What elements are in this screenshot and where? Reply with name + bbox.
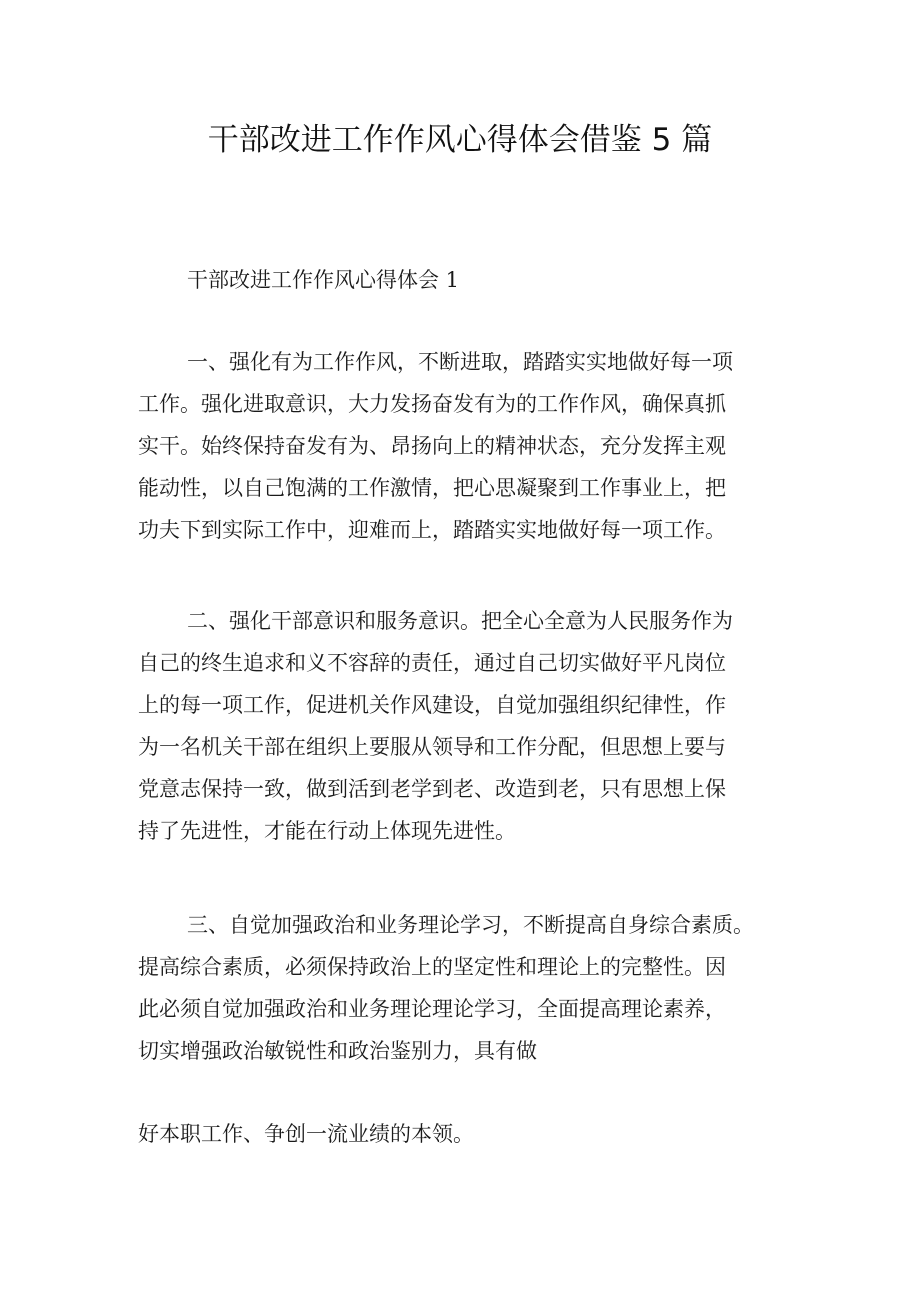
document-title: 干部改进工作作风心得体会借鉴 5 篇: [207, 122, 713, 158]
section-heading: 干部改进工作作风心得体会 1: [187, 268, 460, 292]
paragraph-line: 切实增强政治敏锐性和政治鉴别力，具有做: [138, 1039, 537, 1063]
paragraph-3: [138, 904, 798, 1072]
paragraph-line: 一、强化有为工作作风，不断进取，踏踏实实地做好每一项: [187, 350, 733, 374]
paragraph-line: 实干。始终保持奋发有为、昂扬向上的精神状态，充分发挥主观: [138, 434, 726, 458]
paragraph-line: 自己的终生追求和义不容辞的责任，通过自己切实做好平凡岗位: [138, 651, 726, 675]
paragraph-line: 为一名机关干部在组织上要服从领导和工作分配，但思想上要与: [138, 735, 726, 759]
paragraph-1: [138, 341, 798, 551]
paragraph-line: 党意志保持一致，做到活到老学到老、改造到老，只有思想上保: [138, 777, 726, 801]
paragraph-line: 功夫下到实际工作中，迎难而上，踏踏实实地做好每一项工作。: [138, 518, 726, 542]
paragraph-line: 上的每一项工作，促进机关作风建设，自觉加强组织纪律性，作: [138, 693, 726, 717]
paragraph-4: [138, 1113, 798, 1155]
paragraph-line: 好本职工作、争创一流业绩的本领。: [138, 1122, 474, 1146]
paragraph-line: 三、自觉加强政治和业务理论学习，不断提高自身综合素质。: [187, 913, 754, 937]
paragraph-line: 能动性，以自己饱满的工作激情，把心思凝聚到工作事业上，把: [138, 476, 726, 500]
paragraph-2: [138, 600, 798, 852]
paragraph-line: 持了先进性，才能在行动上体现先进性。: [138, 819, 516, 843]
paragraph-line: 此必须自觉加强政治和业务理论理论学习，全面提高理论素养，: [138, 997, 726, 1021]
paragraph-line: 工作。强化进取意识，大力发扬奋发有为的工作作风，确保真抓: [138, 392, 726, 416]
paragraph-line: 二、强化干部意识和服务意识。把全心全意为人民服务作为: [187, 609, 733, 633]
paragraph-line: 提高综合素质，必须保持政治上的坚定性和理论上的完整性。因: [138, 955, 726, 979]
